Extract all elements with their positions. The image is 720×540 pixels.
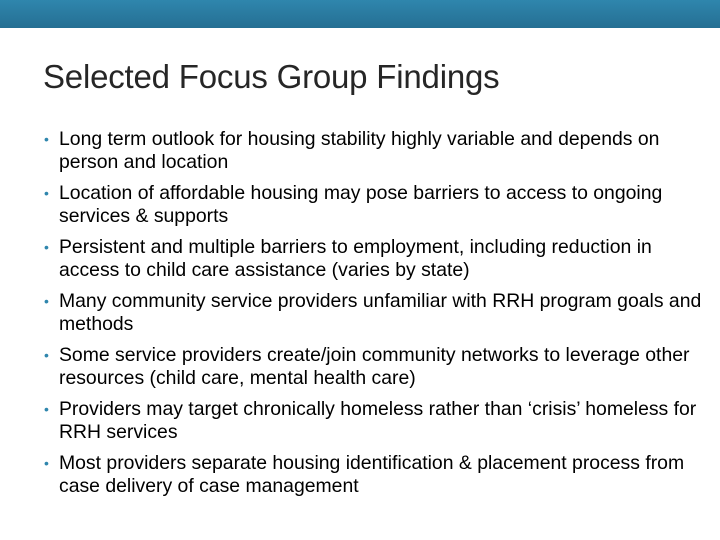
list-item-text: Most providers separate housing identification & placement process from case delivery of case management: [59, 452, 685, 497]
list-item: [44, 128, 704, 173]
list-item-text: Providers may target chronically homeless rather than ‘crisis’ homeless for RRH services: [59, 398, 697, 443]
list-item-text: Long term outlook for housing stability highly variable and depends on person and location: [59, 128, 660, 173]
list-item: [44, 290, 704, 335]
bullet-dot-icon: •: [44, 401, 49, 417]
list-item: [44, 398, 704, 443]
list-item-text: Some service providers create/join community networks to leverage other resources (child care, mental health care): [59, 344, 690, 389]
list-item: [44, 182, 704, 227]
list-item: [44, 236, 704, 281]
bullet-dot-icon: •: [44, 131, 49, 147]
list-item-text: Location of affordable housing may pose barriers to access to ongoing services & supports: [59, 182, 663, 227]
findings-list: [44, 128, 704, 506]
bullet-dot-icon: •: [44, 185, 49, 201]
bullet-dot-icon: •: [44, 455, 49, 471]
top-accent-band: [0, 0, 720, 28]
bullet-dot-icon: •: [44, 347, 49, 363]
slide-title: Selected Focus Group Findings: [43, 58, 500, 95]
list-item-text: Many community service providers unfamiliar with RRH program goals and methods: [59, 290, 702, 335]
bullet-dot-icon: •: [44, 239, 49, 255]
list-item-text: Persistent and multiple barriers to employment, including reduction in access to child care assistance (varies by state): [59, 236, 652, 281]
list-item: [44, 344, 704, 389]
bullet-dot-icon: •: [44, 293, 49, 309]
list-item: [44, 452, 704, 497]
